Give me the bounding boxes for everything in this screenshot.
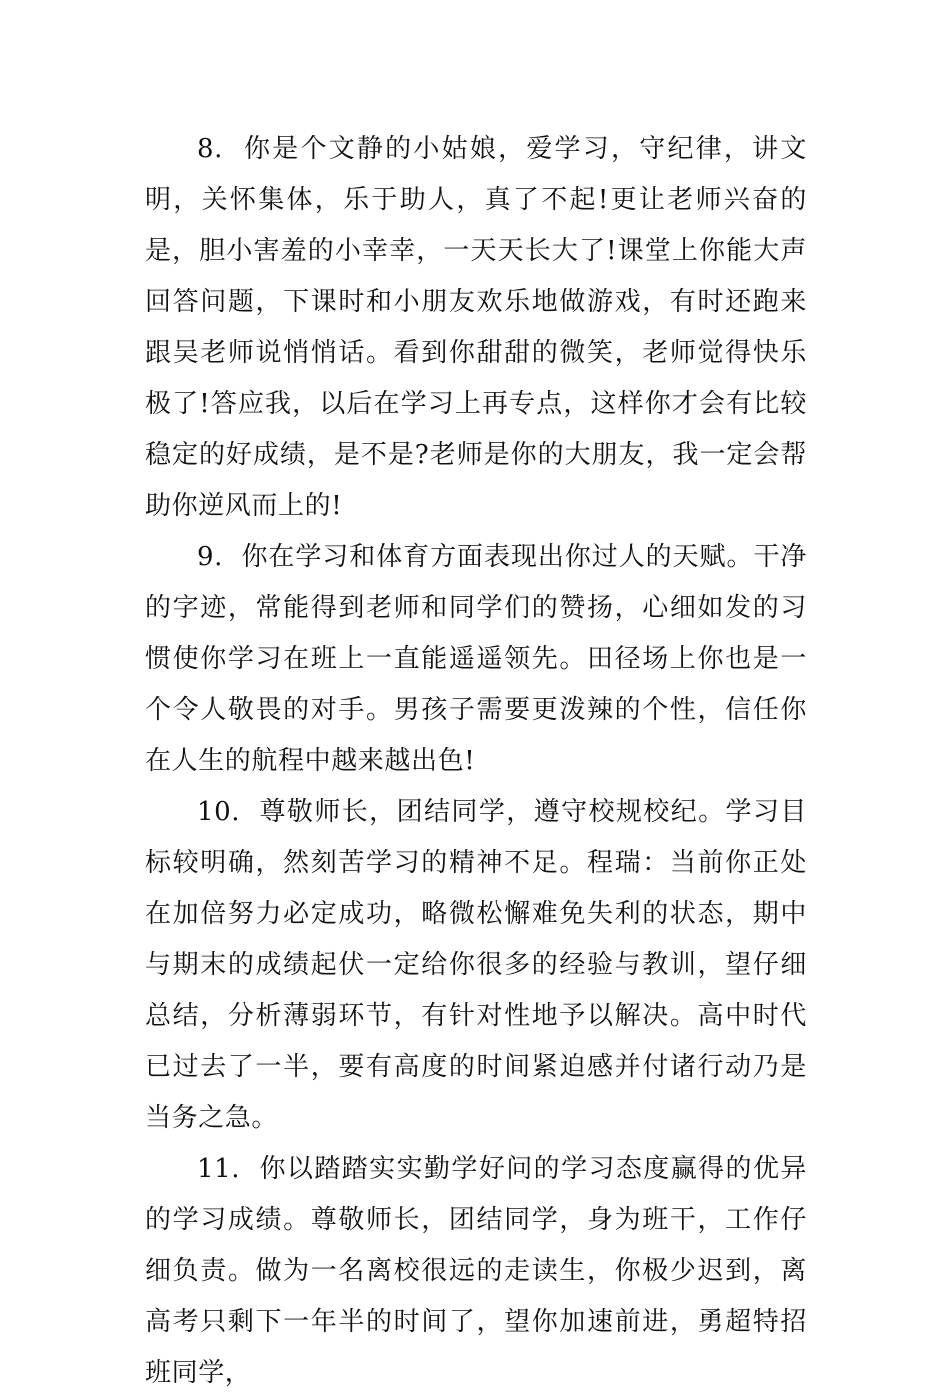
paragraph-9: [145, 532, 807, 787]
document-body: [145, 124, 807, 1399]
paragraph-text: 你以踏踏实实勤学好问的学习态度赢得的优异的学习成绩。尊敬师长，团结同学，身为班干，工作仔细负责。做为一名离校很远的走读生，你极少迟到，离高考只剩下一年半的时间了，望你加速前进，勇超特招班同学，: [145, 1154, 807, 1388]
paragraph-number: 10.: [197, 797, 241, 827]
paragraph-11: [145, 1144, 807, 1399]
paragraph-text: 你是个文静的小姑娘，爱学习，守纪律，讲文明，关怀集体，乐于助人，真了不起!更让老师兴奋的是，胆小害羞的小幸幸，一天天长大了!课堂上你能大声回答问题，下课时和小朋友欢乐地做游戏，有时还跑来跟吴老师说悄悄话。看到你甜甜的微笑，老师觉得快乐极了!答应我，以后在学习上再专点，这样你才会有比较稳定的好成绩，是不是?老师是你的大朋友，我一定会帮助你逆风而上的!: [145, 134, 807, 521]
paragraph-10: [145, 787, 807, 1144]
paragraph-8: [145, 124, 807, 532]
paragraph-text: 你在学习和体育方面表现出你过人的天赋。干净的字迹，常能得到老师和同学们的赞扬，心细如发的习惯使你学习在班上一直能遥遥领先。田径场上你也是一个令人敬畏的对手。男孩子需要更泼辣的个性，信任你在人生的航程中越来越出色!: [145, 542, 807, 776]
paragraph-number: 9.: [197, 542, 224, 572]
paragraph-number: 11.: [197, 1154, 241, 1184]
paragraph-number: 8.: [197, 134, 224, 164]
paragraph-text: 尊敬师长，团结同学，遵守校规校纪。学习目标较明确，然刻苦学习的精神不足。程瑞：当前你正处在加倍努力必定成功，略微松懈难免失利的状态，期中与期末的成绩起伏一定给你很多的经验与教训，望仔细总结，分析薄弱环节，有针对性地予以解决。高中时代已过去了一半，要有高度的时间紧迫感并付诸行动乃是当务之急。: [145, 797, 807, 1133]
